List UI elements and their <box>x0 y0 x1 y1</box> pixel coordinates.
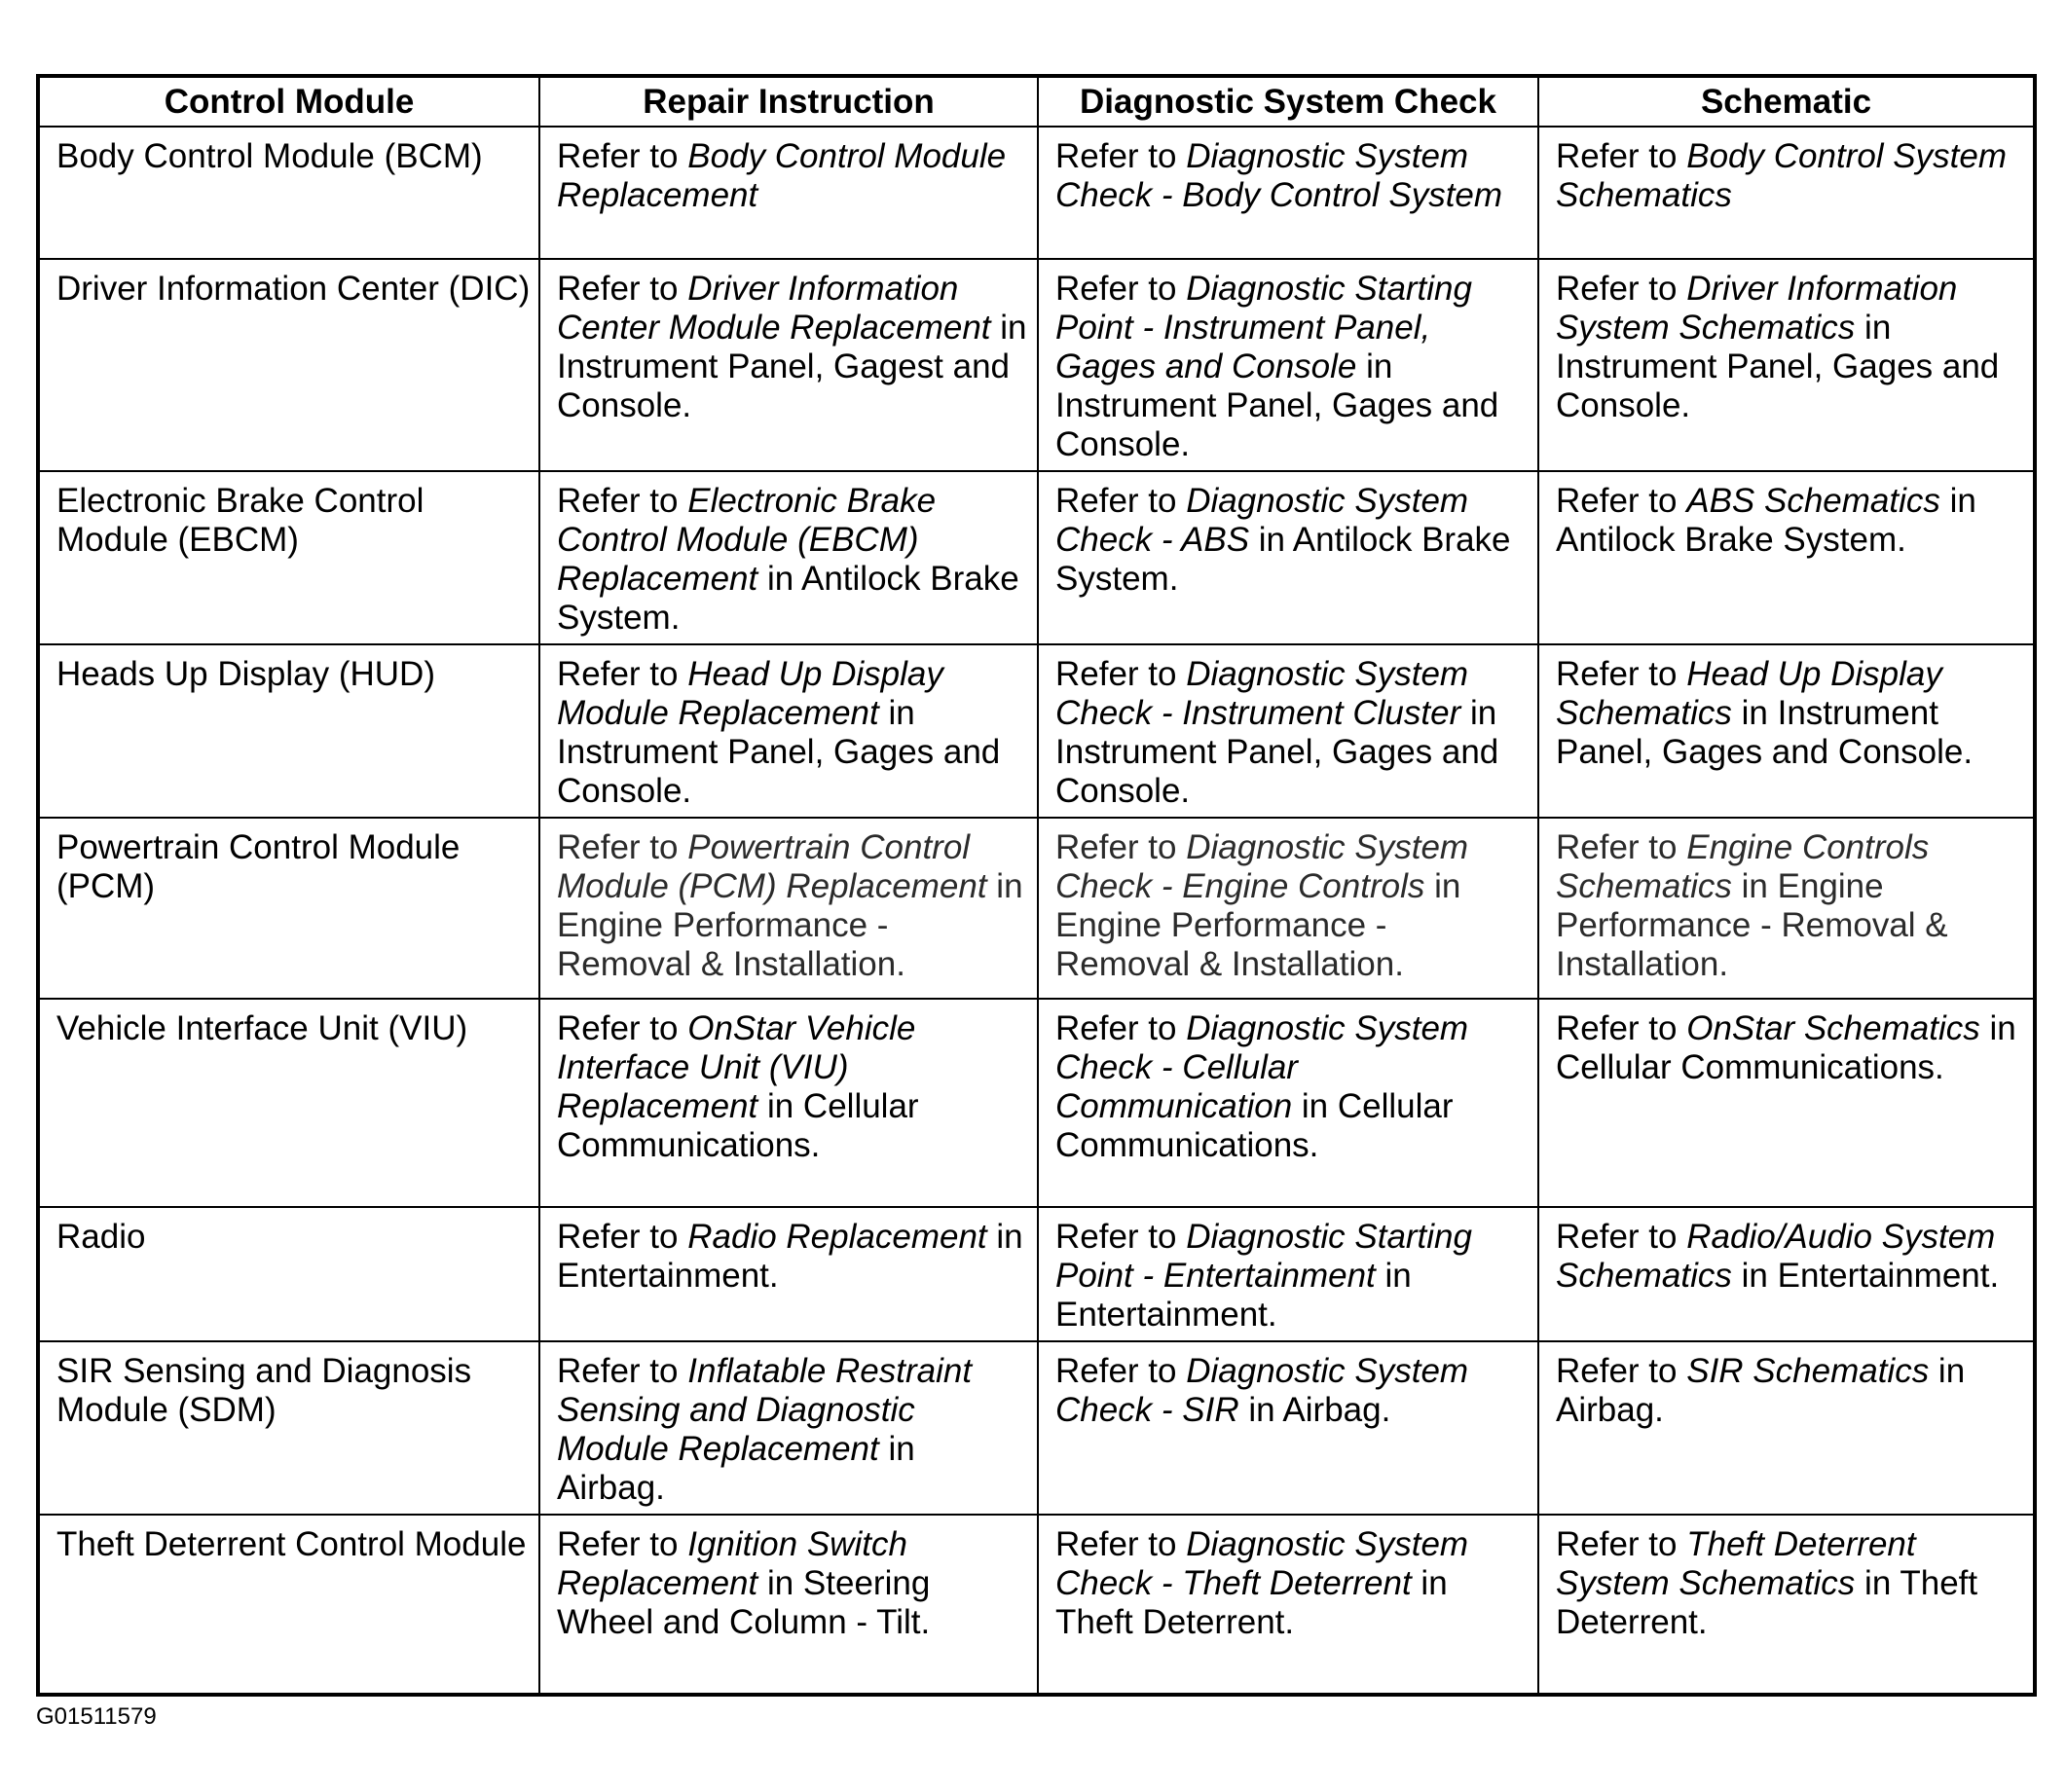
figure-id: G01511579 <box>36 1703 157 1730</box>
schematic-cell <box>1538 1515 2035 1695</box>
table-row <box>38 999 2035 1207</box>
table-body <box>38 127 2035 1695</box>
reference-text: Refer to <box>1556 270 1687 308</box>
reference-text: in Instrument Panel, Gages and Console. <box>1556 309 2000 424</box>
repair-instruction-cell <box>539 127 1038 259</box>
control-module-cell: Electronic Brake Control Module (EBCM) <box>38 471 539 644</box>
header-repair-instruction: Repair Instruction <box>539 76 1038 127</box>
header-schematic: Schematic <box>1538 76 2035 127</box>
reference-title: OnStar Schematics <box>1686 1009 1980 1047</box>
repair-instruction-cell <box>539 818 1038 999</box>
reference-text: Refer to <box>1055 1009 1187 1047</box>
reference-text: in Entertainment. <box>1055 1257 1412 1334</box>
reference-text: in Airbag. <box>557 1430 915 1507</box>
table-row <box>38 471 2035 644</box>
reference-text: Refer to <box>557 1218 688 1256</box>
reference-title: SIR Schematics <box>1686 1352 1930 1390</box>
reference-text: in Instrument Panel, Gages and Console. <box>1055 694 1499 810</box>
control-module-table <box>36 74 2037 1697</box>
repair-instruction-cell <box>539 1341 1038 1515</box>
reference-text: Refer to <box>1556 1009 1687 1047</box>
reference-text: Refer to <box>557 655 688 693</box>
reference-text: Refer to <box>1055 1218 1187 1256</box>
reference-text: Refer to <box>1556 1218 1687 1256</box>
reference-text: in Theft Deterrent. <box>1556 1564 1978 1641</box>
reference-title: Body Control System Schematics <box>1556 137 2007 214</box>
reference-text: Refer to <box>1556 655 1687 693</box>
control-module-cell: Vehicle Interface Unit (VIU) <box>38 999 539 1207</box>
reference-text: in Cellular Communications. <box>1055 1087 1454 1164</box>
reference-text: Refer to <box>557 1009 688 1047</box>
reference-title: Diagnostic Starting Point - Instrument Panel, Gages and Console <box>1055 270 1472 385</box>
reference-title: Diagnostic System Check - ABS <box>1055 482 1469 559</box>
reference-title: Radio/Audio System Schematics <box>1556 1218 1996 1295</box>
reference-text: Refer to <box>1055 1352 1187 1390</box>
reference-text: Refer to <box>1055 270 1187 308</box>
reference-text: in Engine Performance - Removal & Installation. <box>557 867 1023 983</box>
control-module-cell: SIR Sensing and Diagnosis Module (SDM) <box>38 1341 539 1515</box>
table-row <box>38 644 2035 818</box>
reference-text: Refer to <box>1055 655 1187 693</box>
schematic-cell <box>1538 818 2035 999</box>
reference-text: Refer to <box>1556 828 1687 866</box>
diagnostic-check-cell <box>1038 999 1538 1207</box>
table-row <box>38 818 2035 999</box>
reference-text: Refer to <box>1055 137 1187 175</box>
reference-text: in Steering Wheel and Column - Tilt. <box>557 1564 931 1641</box>
reference-text: in Instrument Panel, Gages and Console. <box>557 694 1001 810</box>
reference-title: Inflatable Restraint Sensing and Diagnostic Module Replacement <box>557 1352 973 1468</box>
reference-title: Diagnostic System Check - Instrument Cluster <box>1055 655 1469 732</box>
reference-text: Refer to <box>1556 137 1687 175</box>
reference-text: Refer to <box>1055 482 1187 520</box>
reference-text: in Instrument Panel, Gages and Console. <box>1055 347 1499 463</box>
control-module-cell: Heads Up Display (HUD) <box>38 644 539 818</box>
reference-text: Refer to <box>1556 482 1687 520</box>
schematic-cell <box>1538 259 2035 471</box>
reference-title: Head Up Display Module Replacement <box>557 655 943 732</box>
table-row <box>38 1341 2035 1515</box>
reference-title: Driver Information Center Module Replacement <box>557 270 991 347</box>
reference-text: in Engine Performance - Removal & Installation. <box>1055 867 1461 983</box>
reference-text: in Antilock Brake System. <box>1556 482 1976 559</box>
schematic-cell <box>1538 127 2035 259</box>
diagnostic-check-cell <box>1038 259 1538 471</box>
repair-instruction-cell <box>539 259 1038 471</box>
reference-text: Refer to <box>557 1525 688 1563</box>
diagnostic-check-cell <box>1038 127 1538 259</box>
schematic-cell <box>1538 999 2035 1207</box>
reference-text: Refer to <box>557 1352 688 1390</box>
reference-text: in Instrument Panel, Gagest and Console. <box>557 309 1027 424</box>
table-row <box>38 127 2035 259</box>
reference-title: ABS Schematics <box>1686 482 1940 520</box>
reference-text: in Cellular Communications. <box>1556 1009 2016 1086</box>
reference-text: Refer to <box>1055 1525 1187 1563</box>
reference-title: Theft Deterrent System Schematics <box>1556 1525 1916 1602</box>
table-row <box>38 1515 2035 1695</box>
repair-instruction-cell <box>539 644 1038 818</box>
reference-title: Diagnostic System Check - Engine Controls <box>1055 828 1469 905</box>
reference-title: Radio Replacement <box>687 1218 987 1256</box>
reference-text: in Theft Deterrent. <box>1055 1564 1448 1641</box>
table-row <box>38 1207 2035 1341</box>
control-module-cell: Body Control Module (BCM) <box>38 127 539 259</box>
repair-instruction-cell <box>539 471 1038 644</box>
reference-text: in Cellular Communications. <box>557 1087 919 1164</box>
repair-instruction-cell <box>539 1515 1038 1695</box>
reference-title: Body Control Module Replacement <box>557 137 1007 214</box>
reference-text: Refer to <box>557 828 688 866</box>
reference-text: in Airbag. <box>1556 1352 1966 1429</box>
diagnostic-check-cell <box>1038 1207 1538 1341</box>
reference-text: in Airbag. <box>1238 1391 1391 1429</box>
reference-title: Engine Controls Schematics <box>1556 828 1930 905</box>
schematic-cell <box>1538 1207 2035 1341</box>
reference-title: Powertrain Control Module (PCM) Replacement <box>557 828 987 905</box>
reference-title: OnStar Vehicle Interface Unit (VIU) Replacement <box>557 1009 916 1125</box>
reference-text: in Engine Performance - Removal & Installation. <box>1556 867 1948 983</box>
reference-text: Refer to <box>1556 1352 1687 1390</box>
diagnostic-check-cell <box>1038 1515 1538 1695</box>
reference-title: Diagnostic System Check - Body Control System <box>1055 137 1503 214</box>
reference-text: Refer to <box>1556 1525 1687 1563</box>
diagnostic-check-cell <box>1038 471 1538 644</box>
reference-title: Diagnostic System Check - Theft Deterrent <box>1055 1525 1469 1602</box>
reference-title: Driver Information System Schematics <box>1556 270 1958 347</box>
diagnostic-check-cell <box>1038 818 1538 999</box>
table-row <box>38 259 2035 471</box>
reference-text: Refer to <box>557 137 688 175</box>
control-module-cell: Driver Information Center (DIC) <box>38 259 539 471</box>
reference-text: in Antilock Brake System. <box>1055 521 1511 598</box>
reference-text: Refer to <box>557 270 688 308</box>
schematic-cell <box>1538 1341 2035 1515</box>
header-diagnostic-system-check: Diagnostic System Check <box>1038 76 1538 127</box>
control-module-cell: Theft Deterrent Control Module <box>38 1515 539 1695</box>
control-module-cell: Powertrain Control Module (PCM) <box>38 818 539 999</box>
reference-title: Diagnostic Starting Point - Entertainment <box>1055 1218 1472 1295</box>
diagnostic-check-cell <box>1038 644 1538 818</box>
header-row <box>38 76 2035 127</box>
repair-instruction-cell <box>539 999 1038 1207</box>
reference-title: Diagnostic System Check - SIR <box>1055 1352 1469 1429</box>
reference-text: in Antilock Brake System. <box>557 560 1019 637</box>
reference-text: in Entertainment. <box>557 1218 1023 1295</box>
reference-text: in Entertainment. <box>1731 1257 2000 1295</box>
control-module-cell: Radio <box>38 1207 539 1341</box>
reference-title: Diagnostic System Check - Cellular Communication <box>1055 1009 1469 1125</box>
reference-title: Head Up Display Schematics <box>1556 655 1942 732</box>
reference-title: Ignition Switch Replacement <box>557 1525 907 1602</box>
diagnostic-check-cell <box>1038 1341 1538 1515</box>
schematic-cell <box>1538 471 2035 644</box>
repair-instruction-cell <box>539 1207 1038 1341</box>
reference-text: Refer to <box>1055 828 1187 866</box>
header-control-module: Control Module <box>38 76 539 127</box>
schematic-cell <box>1538 644 2035 818</box>
reference-text: in Instrument Panel, Gages and Console. <box>1556 694 1974 771</box>
reference-text: Refer to <box>557 482 688 520</box>
reference-title: Electronic Brake Control Module (EBCM) Replacement <box>557 482 937 598</box>
